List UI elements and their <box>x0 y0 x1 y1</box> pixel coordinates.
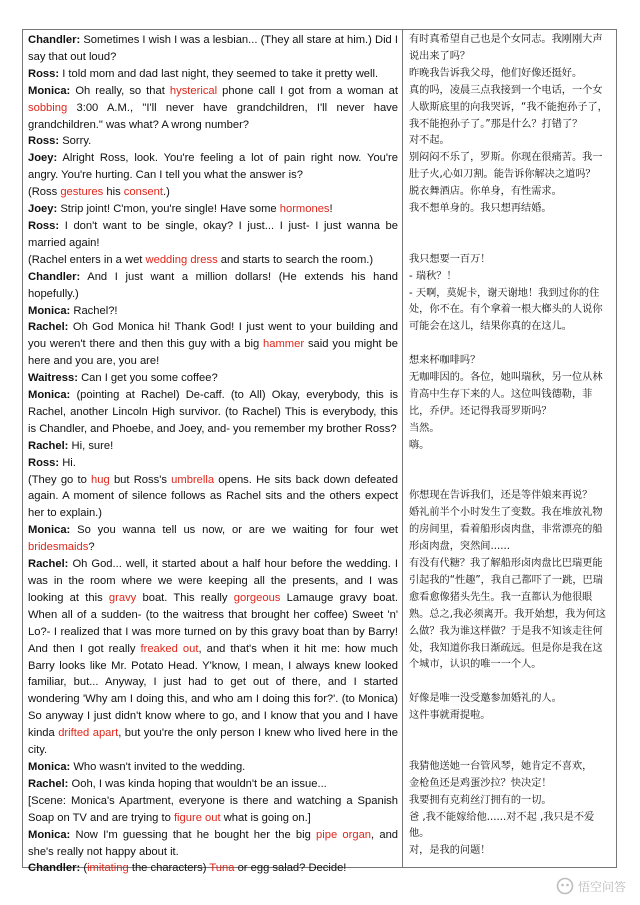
vocab-highlight: hug <box>91 473 110 486</box>
dialogue-text: (They go to <box>28 473 92 486</box>
dialogue-line <box>28 455 398 472</box>
translation-line: 别闷闷不乐了，罗斯。你现在很痛苦。我一肚子火,心如刀割。能告诉你解决之道吗？ <box>409 152 603 181</box>
watermark <box>556 877 626 895</box>
dialogue-text: Oh really, so that <box>75 84 170 97</box>
dialogue-text: but Ross's <box>109 473 172 486</box>
vocab-highlight: sobbing <box>28 101 68 114</box>
dialogue-text: phone call I got from a woman at <box>217 84 398 97</box>
dialogue-line <box>28 556 398 759</box>
dialogue-text: Oh God Monica hi! Thank God! I just went to your building and you weren't there and then this guy with a big <box>28 321 398 351</box>
blank-line <box>409 336 612 353</box>
speaker-name: Monica: <box>28 84 71 97</box>
vocab-highlight: wedding dress <box>145 253 218 266</box>
vocab-highlight: hormones <box>279 203 330 216</box>
english-column <box>23 30 403 875</box>
translation-line: 我要拥有克莉丝汀拥有的一切。 <box>409 794 552 806</box>
translation-line: 好像是唯一没受邀参加婚礼的人。 <box>409 693 562 705</box>
dialogue-text: Who wasn't invited to the wedding. <box>73 760 246 773</box>
speaker-name: Joey: <box>28 203 58 216</box>
vocab-highlight: umbrella <box>171 473 215 486</box>
dialogue-line <box>28 303 398 320</box>
speaker-name: Monica: <box>28 389 71 402</box>
dialogue-text: boat. This really <box>136 591 234 604</box>
dialogue-text: [Scene: Monica's Apartment, everyone is there and watching a Spanish Soap on TV and are trying to <box>28 794 398 824</box>
dialogue-line <box>28 776 398 793</box>
dialogue-text: what is going on.] <box>220 811 311 824</box>
dialogue-text: the characters) <box>128 862 210 875</box>
speaker-name: Ross: <box>28 67 60 80</box>
dialogue-text: opens. He sits back down defeated again. A moment of silence follows as Rachel sits and the others expect her to explain.) <box>28 473 398 520</box>
translation-line: - 瑞秋？！ <box>409 270 457 282</box>
dialogue-text: 3:00 A.M., "I'll never have grandchildren, I'll never have grandchildren." was what? A wrong number? <box>28 101 398 131</box>
blank-line <box>409 472 612 489</box>
translation-line: - 天啊，莫妮卡，谢天谢地！我到过你的住处，你不在。有个拿着一根大榔头的人说你可能会在这儿，结果你真的在这儿。 <box>409 287 603 333</box>
dialogue-text: Strip joint! C'mon, you're single! Have some <box>60 203 280 216</box>
dialogue-text: Can I get you some coffee? <box>81 372 218 385</box>
dialogue-text: (Rachel enters in a wet <box>28 253 146 266</box>
dialogue-line <box>28 827 398 861</box>
dialogue-text: Hi, sure! <box>71 439 114 452</box>
dialogue-text: Oh God... well, it started about a half hour before the wedding. I was in the room where we were keeping all the presents, and I was looking at this <box>28 558 398 604</box>
speaker-name: Ross: <box>28 219 60 232</box>
dialogue-text: Lamauge gravy boat. When all of a sudden- (to the waitress that brought her coffee) Sweet 'n' Lo?- I realized that I was more turned on by this gravy boat than by Barry! And then I got really <box>28 591 398 655</box>
dialogue-text: said you might be here and you are, you are! <box>28 338 398 368</box>
speaker-name: Joey: <box>28 152 58 165</box>
dialogue-line <box>28 860 398 877</box>
dialogue-line <box>28 218 398 252</box>
translation-line: 婚礼前半个小时发生了变数。我在堆放礼物的房间里，看着船形卤肉盘，非常漂亮的船形卤肉盘，突然间...... <box>409 507 603 553</box>
vocab-highlight: hammer <box>263 338 305 351</box>
dialogue-text: Ooh, I was kinda hoping that wouldn't be an issue... <box>71 777 327 790</box>
translation-line: 脱衣舞酒店。你单身，有性需求。 <box>409 186 562 198</box>
chinese-column <box>403 30 616 867</box>
translation-line: 当然。 <box>409 422 440 434</box>
speaker-name: Ross: <box>28 456 60 469</box>
vocab-highlight: drifted apart <box>58 727 119 740</box>
translation-line: 对不起。 <box>409 135 450 147</box>
translation-line: 我不想单身的。我只想再结婚。 <box>409 203 552 215</box>
vocab-highlight: Tuna <box>209 862 235 875</box>
dialogue-text: , and that's when it hit me: how much Barry looks like Mr. Potato Head. Y'know, I mean, I always knew looked familiar, but... Anyway, I just had to get out of there, and I started wondering 'Why am I doing this, and who am I doing this for?'. (to Monica) So anyway I just didn't know where to go, and I know that you and I have kinda <box>28 642 398 740</box>
vocab-highlight: pipe organ <box>316 828 372 841</box>
dialogue-text: , and she's really not happy about it. <box>28 828 399 858</box>
dialogue-text: Rachel?! <box>73 304 118 317</box>
dialogue-line <box>28 438 398 455</box>
speaker-name: Rachel: <box>28 777 69 790</box>
dialogue-line <box>28 370 398 387</box>
dialogue-line <box>28 472 398 523</box>
translation-line: 爸 ,我不能嫁给他......对不起 ,我只是不爱他。 <box>409 811 595 840</box>
blank-line <box>409 742 612 759</box>
dialogue-line <box>28 201 398 218</box>
speaker-name: Chandler: <box>28 34 81 46</box>
translation-line: 金枪鱼还是鸡蛋沙拉？快决定！ <box>409 777 552 789</box>
speaker-name: Rachel: <box>28 558 69 571</box>
translation-line: 想来杯咖啡吗？ <box>409 355 481 367</box>
watermark-text: 悟空问答 <box>577 879 626 894</box>
dialogue-line <box>28 759 398 776</box>
wukong-logo-icon <box>556 877 574 895</box>
vocab-highlight: gravy <box>108 591 137 604</box>
translation-line: 真的吗，凌晨三点我接到一个电话，一个女人歇斯底里的向我哭诉，“我不能抱孙子了，我不能抱孙子了。”那是什么？打错了？ <box>409 84 608 130</box>
translation-line: 昨晚我告诉我父母，他们好像还挺好。 <box>409 67 583 79</box>
dialogue-text: And I just want a million dollars! (He extends his hand hopefully.) <box>28 270 398 300</box>
dialogue-line <box>28 184 398 201</box>
dialogue-line <box>28 387 398 438</box>
translation-line: 你想现在告诉我们，还是等伴娘来再说？ <box>409 490 593 502</box>
dialogue-text: (pointing at Rachel) De-caff. (to All) Okay, everybody, this is Rachel, another Lincoln High survivor. (to Rachel) This is everybody, this is Chandler, and Phoebe, and Joey, and- you remember my brother Ross? <box>28 389 399 435</box>
translation-line: 嗨。 <box>409 439 430 451</box>
speaker-name: Monica: <box>28 524 71 537</box>
vocab-highlight: gestures <box>60 186 104 199</box>
vocab-highlight: consent <box>123 186 163 199</box>
dialogue-text: Sometimes I wish I was a lesbian... (They all stare at him.) Did I say that out loud? <box>28 34 399 63</box>
dialogue-text: I don't want to be single, okay? I just... I just- I just wanna be married again! <box>28 219 398 249</box>
translation-line: 无咖啡因的。各位，她叫瑞秋，另一位从林肯高中生存下来的人。这位叫钱德勒，菲比，乔伊。还记得我哥罗斯吗？ <box>409 372 603 417</box>
speaker-name: Rachel: <box>28 439 69 452</box>
speaker-name: Waitress: <box>28 372 78 385</box>
speaker-name: Chandler: <box>28 270 81 283</box>
speaker-name: Rachel: <box>28 321 69 334</box>
speaker-name: Monica: <box>28 304 71 317</box>
blank-line <box>409 218 612 235</box>
dialogue-line <box>28 319 398 370</box>
blank-line <box>409 235 612 252</box>
vocab-highlight: freaked out <box>140 642 199 655</box>
speaker-name: Monica: <box>28 828 71 841</box>
dialogue-text: ! <box>329 203 333 216</box>
dialogue-line <box>28 133 398 150</box>
vocab-highlight: gorgeous <box>233 591 281 604</box>
translation-line: 对，是我的问题！ <box>409 845 491 857</box>
dialogue-text: So you wanna tell us now, or are we waiting for four wet <box>77 524 398 537</box>
dialogue-text: or egg salad? Decide! <box>234 862 347 875</box>
speaker-name: Ross: <box>28 135 60 148</box>
translation-line: 这件事就甭提啦。 <box>409 710 491 722</box>
dialogue-line <box>28 66 398 83</box>
dialogue-text: , but you're the only person I knew who lived here in the city. <box>28 727 398 757</box>
dialogue-text: Hi. <box>62 456 76 469</box>
dialogue-text: and starts to search the room.) <box>217 253 374 266</box>
vocab-highlight: bridesmaids <box>28 541 89 554</box>
translation-line: 有时真希望自己也是个女同志。我刚刚大声说出来了吗？ <box>409 34 603 62</box>
blank-line <box>409 455 612 472</box>
dialogue-text: Now I'm guessing that he bought her the big <box>75 828 317 841</box>
vocab-highlight: imitating <box>87 862 129 875</box>
dialogue-line <box>28 150 398 184</box>
dialogue-line <box>28 83 398 134</box>
translation-line: 我只想要一百万！ <box>409 253 491 265</box>
speaker-name: Monica: <box>28 760 71 773</box>
vocab-highlight: hysterical <box>169 84 218 97</box>
dialogue-line <box>28 32 398 66</box>
dialogue-line <box>28 522 398 556</box>
dialogue-text: .) <box>162 186 170 199</box>
bilingual-script-table <box>22 29 617 875</box>
blank-line <box>409 725 612 742</box>
translation-line: 有没有代糖？我了解船形卤肉盘比巴瑞更能引起我的“性趣”，我自己都吓了一跳，巴瑞愈看愈像猪头先生。我一直都认为他很眼熟。总之,我必须离开。我开始想，我为何这么做？我为谁这样做？于是我不知该走往何处，我知道你我日渐疏远。但是你是我在这个城市，认识的唯一一个人。 <box>409 558 606 671</box>
dialogue-text: I told mom and dad last night, they seemed to take it pretty well. <box>62 67 379 80</box>
translation-line: 我猜他送她一台管风琴，她肯定不喜欢， <box>409 760 593 772</box>
dialogue-line <box>28 252 398 269</box>
dialogue-text: his <box>103 186 124 199</box>
dialogue-text: ? <box>88 541 95 554</box>
vocab-highlight: figure out <box>173 811 221 824</box>
dialogue-text: ( <box>83 862 88 875</box>
dialogue-line <box>28 793 398 827</box>
speaker-name: Chandler: <box>28 862 81 875</box>
dialogue-text: Alright Ross, look. You're feeling a lot of pain right now. You're angry. You're hurting. Can I tell you what the answer is? <box>28 152 398 182</box>
dialogue-text: (Ross <box>28 186 61 199</box>
blank-line <box>409 674 612 691</box>
dialogue-text: Sorry. <box>62 135 92 148</box>
dialogue-line <box>28 269 398 303</box>
